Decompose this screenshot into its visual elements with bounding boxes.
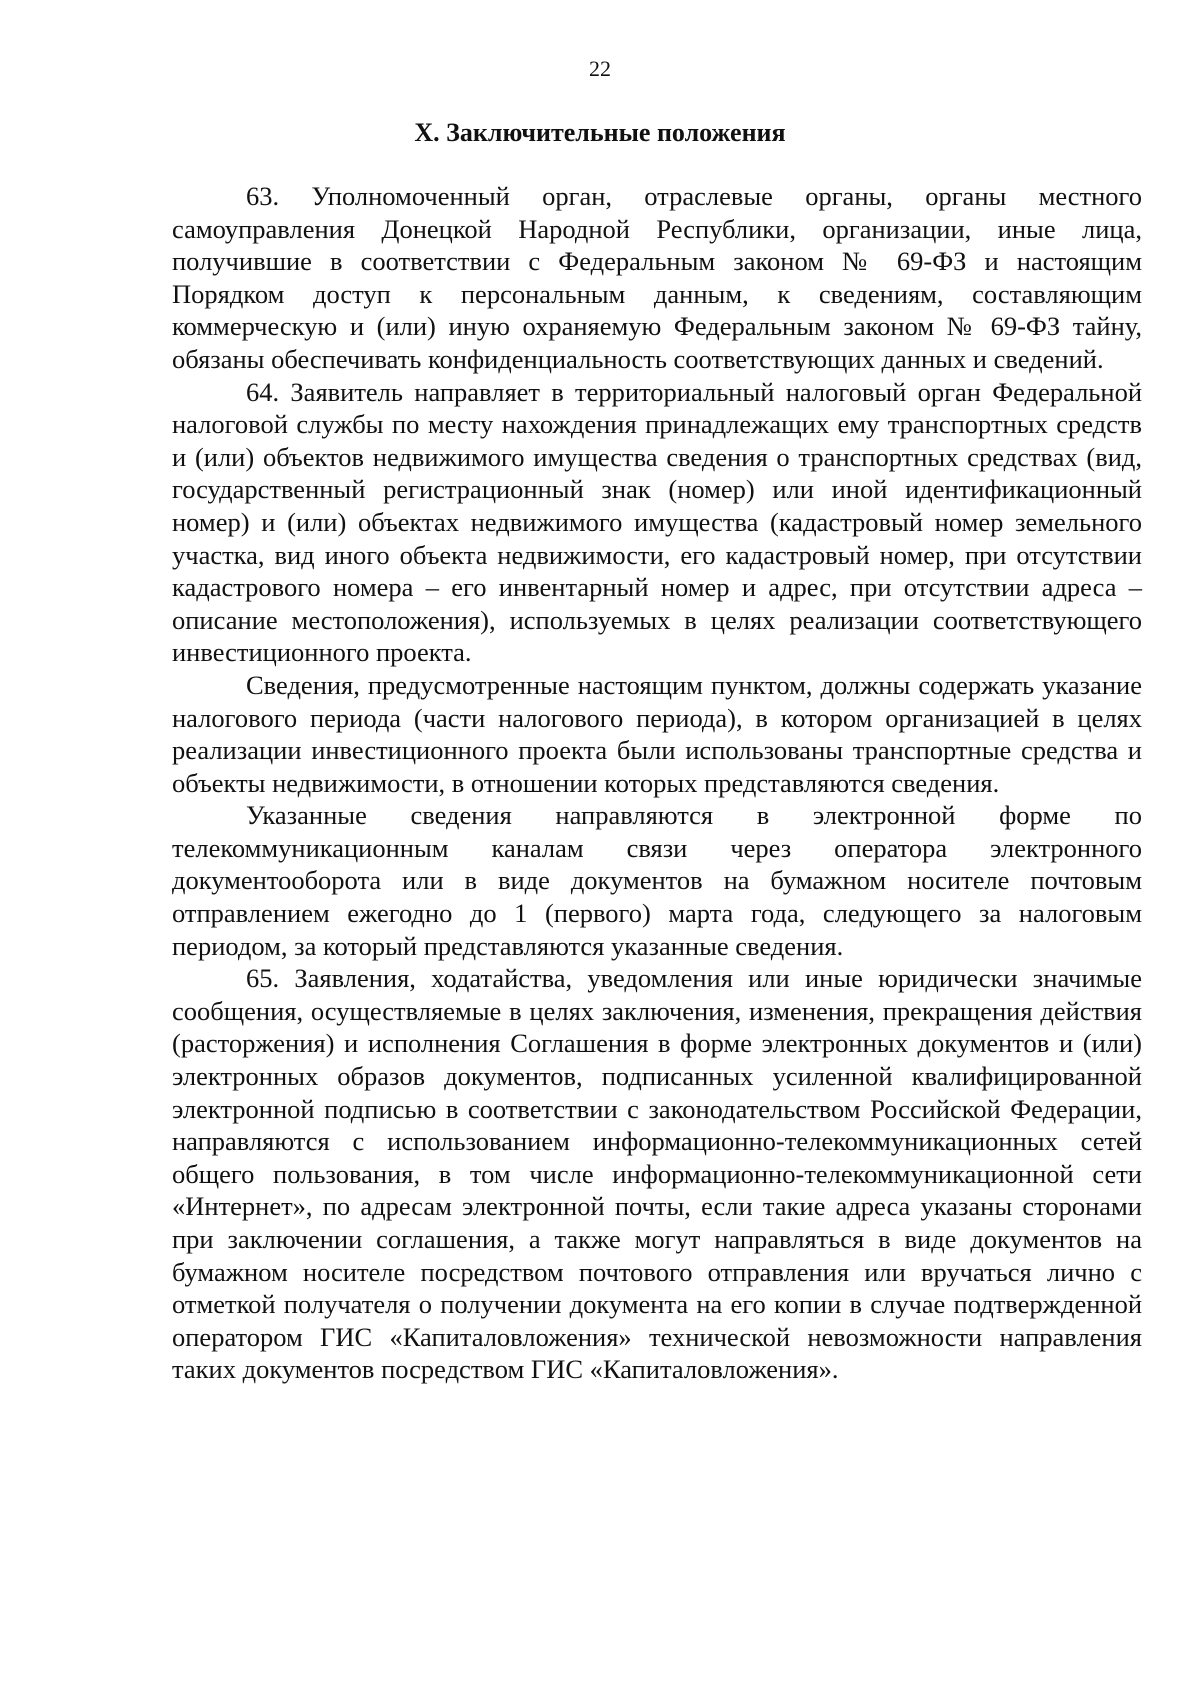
paragraph-65: 65. Заявления, ходатайства, уведомления или иные юридически значимые сообщения, осуществляемые в целях заключения, изменения, прекращения действия (расторжения) и исполнения Соглашения в форме электронных документов и (или) электронных образов документов, подписанных усиленной квалифицированной электронной подписью в соответствии с законодательством Российской Федерации, направляются с использованием информационно-телекоммуникационных сетей общего пользования, в том числе информационно-телекоммуникационной сети «Интернет», по адресам электронной почты, если такие адреса указаны сторонами при заключении соглашения, а также могут направляться в виде документов на бумажном носителе посредством почтового отправления или вручаться лично с отметкой получателя о получении документа на его копии в случае подтвержденной оператором ГИС «Капиталовложения» технической невозможности направления таких документов посредством ГИС «Капиталовложения». bbox=[172, 963, 1142, 1385]
section-title: X. Заключительные положения bbox=[414, 118, 786, 147]
paragraph-64-delivery: Указанные сведения направляются в электронной форме по телекоммуникационным каналам связи через оператора электронного документооборота или в виде документов на бумажном носителе почтовым отправлением ежегодно до 1 (первого) марта года, следующего за налоговым периодом, за который представляются указанные сведения. bbox=[172, 800, 1142, 961]
page-number: 22 bbox=[589, 56, 611, 81]
document-body bbox=[172, 180, 1142, 1386]
paragraph-64: 64. Заявитель направляет в территориальный налоговый орган Федеральной налоговой службы по месту нахождения принадлежащих ему транспортных средств и (или) объектов недвижимого имущества сведения о транспортных средствах (вид, государственный регистрационный знак (номер) или иной идентификационный номер) и (или) объектах недвижимого имущества (кадастровый номер земельного участка, вид иного объекта недвижимости, его кадастровый номер, при отсутствии кадастрового номера – его инвентарный номер и адрес, при отсутствии адреса – описание местоположения), используемых в целях реализации соответствующего инвестиционного проекта. bbox=[172, 376, 1142, 668]
paragraph-63: 63. Уполномоченный орган, отраслевые органы, органы местного самоуправления Донецкой Народной Республики, организации, иные лица, получившие в соответствии с Федеральным законом № 69-ФЗ и настоящим Порядком доступ к персональным данным, к сведениям, составляющим коммерческую и (или) иную охраняемую Федеральным законом № 69-ФЗ тайну, обязаны обеспечивать конфиденциальность соответствующих данных и сведений. bbox=[172, 181, 1142, 374]
paragraph-64-details: Сведения, предусмотренные настоящим пунктом, должны содержать указание налогового периода (части налогового периода), в котором организацией в целях реализации инвестиционного проекта были использованы транспортные средства и объекты недвижимости, в отношении которых представляются сведения. bbox=[172, 669, 1142, 798]
